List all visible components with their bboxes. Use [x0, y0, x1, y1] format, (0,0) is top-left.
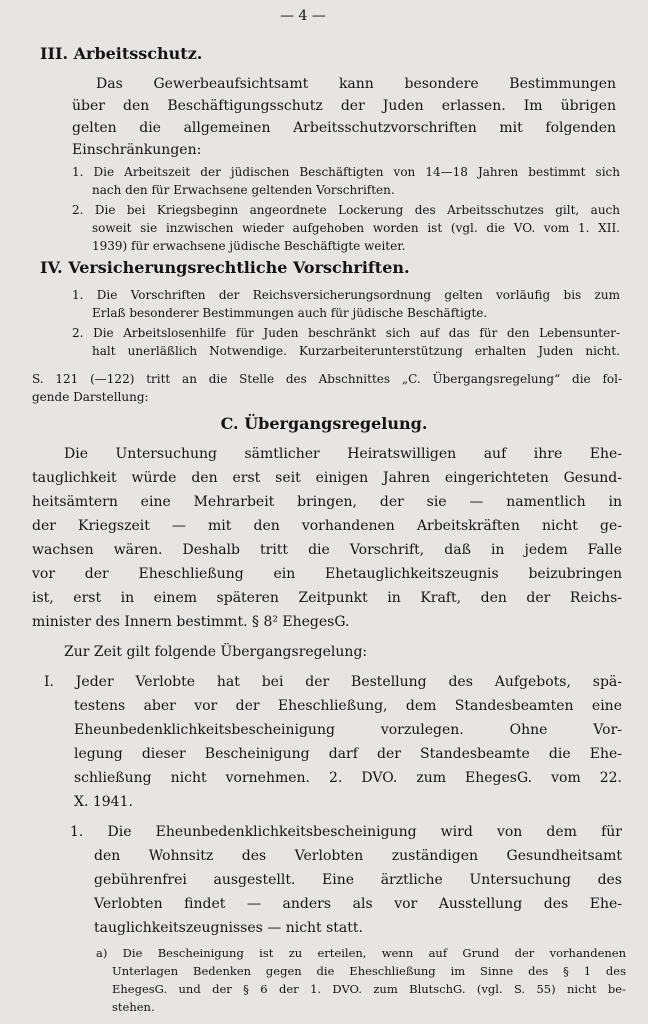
section-iii-heading: III. Arbeitsschutz. [40, 44, 203, 63]
point-1-line: gebührenfrei ausgestellt. Eine ärztliche Untersuchung des [94, 872, 622, 888]
section-iv-item-2: 2. Die Arbeitslosenhilfe für Juden beschränkt sich auf das für den Lebensunter- [72, 326, 620, 340]
point-1-line: Verlobten findet — anders als vor Ausstellung des Ehe- [94, 896, 622, 912]
section-iii-item-1: nach den für Erwachsene geltenden Vorschriften. [92, 183, 395, 197]
section-iii-line: über den Beschäftigungsschutz der Juden erlassen. Im übrigen [72, 98, 616, 114]
point-i-line: legung dieser Bescheinigung darf der Standesbeamte die Ehe- [74, 746, 622, 762]
point-i-line: I. Jeder Verlobte hat bei der Bestellung des Aufgebots, spä- [44, 674, 622, 690]
section-c-intro-line: Die Untersuchung sämtlicher Heiratswilligen auf ihre Ehe- [64, 446, 622, 462]
point-i-line: testens aber vor der Eheschließung, dem Standesbeamten eine [74, 698, 622, 714]
section-c-intro-line: minister des Innern bestimmt. § 8² EhegesG. [32, 614, 350, 630]
section-iii-item-1: 1. Die Arbeitszeit der jüdischen Beschäftigten von 14—18 Jahren bestimmt sich [72, 165, 620, 179]
point-1-line: tauglichkeitszeugnisses — nicht statt. [94, 920, 363, 936]
point-a-line: stehen. [112, 1000, 155, 1014]
section-iv-item-1: 1. Die Vorschriften der Reichsversicherungsordnung gelten vorläufig bis zum [72, 288, 620, 302]
point-a-line: a) Die Bescheinigung ist zu erteilen, wenn auf Grund der vorhandenen [96, 946, 626, 960]
section-iv-item-2: halt unerläßlich Notwendige. Kurzarbeiterunterstützung erhalten Juden nicht. [92, 344, 620, 358]
section-iii-line: Das Gewerbeaufsichtsamt kann besondere Bestimmungen [96, 76, 616, 92]
note-line: S. 121 (—122) tritt an die Stelle des Abschnittes „C. Übergangsregelung“ die fol- [32, 372, 622, 386]
section-c-intro-line: tauglichkeit würde den erst seit einigen Jahren eingerichteten Gesund- [32, 470, 622, 486]
section-c-intro-line: heitsämtern eine Mehrarbeit bringen, der sie — namentlich in [32, 494, 622, 510]
section-c-intro-line: der Kriegszeit — mit den vorhandenen Arbeitskräften nicht ge- [32, 518, 622, 534]
section-iii-item-2: 2. Die bei Kriegsbeginn angeordnete Lockerung des Arbeitsschutzes gilt, auch [72, 203, 620, 217]
point-i-line: X. 1941. [74, 794, 133, 810]
zur-zeit-line: Zur Zeit gilt folgende Übergangsregelung: [64, 644, 368, 660]
point-1-line: 1. Die Eheunbedenklichkeitsbescheinigung wird von dem für [70, 824, 622, 840]
section-iii-line: gelten die allgemeinen Arbeitsschutzvorschriften mit folgenden [72, 120, 616, 136]
point-1-line: den Wohnsitz des Verlobten zuständigen Gesundheitsamt [94, 848, 622, 864]
page-number: — 4 — [280, 8, 326, 24]
section-iii-item-2: 1939) für erwachsene jüdische Beschäftigte weiter. [92, 239, 406, 253]
section-c-intro-line: ist, erst in einem späteren Zeitpunkt in Kraft, den der Reichs- [32, 590, 622, 606]
section-iii-line: Einschränkungen: [72, 142, 202, 158]
point-a-line: EhegesG. und der § 6 der 1. DVO. zum BlutschG. (vgl. S. 55) nicht be- [112, 982, 626, 996]
point-a-line: Unterlagen Bedenken gegen die Eheschließung im Sinne des § 1 des [112, 964, 626, 978]
point-i-line: schließung nicht vornehmen. 2. DVO. zum EhegesG. vom 22. [74, 770, 622, 786]
section-c-heading: C. Übergangsregelung. [220, 414, 428, 433]
section-c-intro-line: vor der Eheschließung ein Ehetauglichkeitszeugnis beizubringen [32, 566, 622, 582]
note-line: gende Darstellung: [32, 390, 149, 404]
section-c-intro-line: wachsen wären. Deshalb tritt die Vorschrift, daß in jedem Falle [32, 542, 622, 558]
section-iv-item-1: Erlaß besonderer Bestimmungen auch für jüdische Beschäftigte. [92, 306, 488, 320]
section-iii-item-2: soweit sie inzwischen wieder aufgehoben worden ist (vgl. die VO. vom 1. XII. [92, 221, 620, 235]
section-iv-heading: IV. Versicherungsrechtliche Vorschriften. [40, 258, 410, 277]
point-i-line: Eheunbedenklichkeitsbescheinigung vorzulegen. Ohne Vor- [74, 722, 622, 738]
